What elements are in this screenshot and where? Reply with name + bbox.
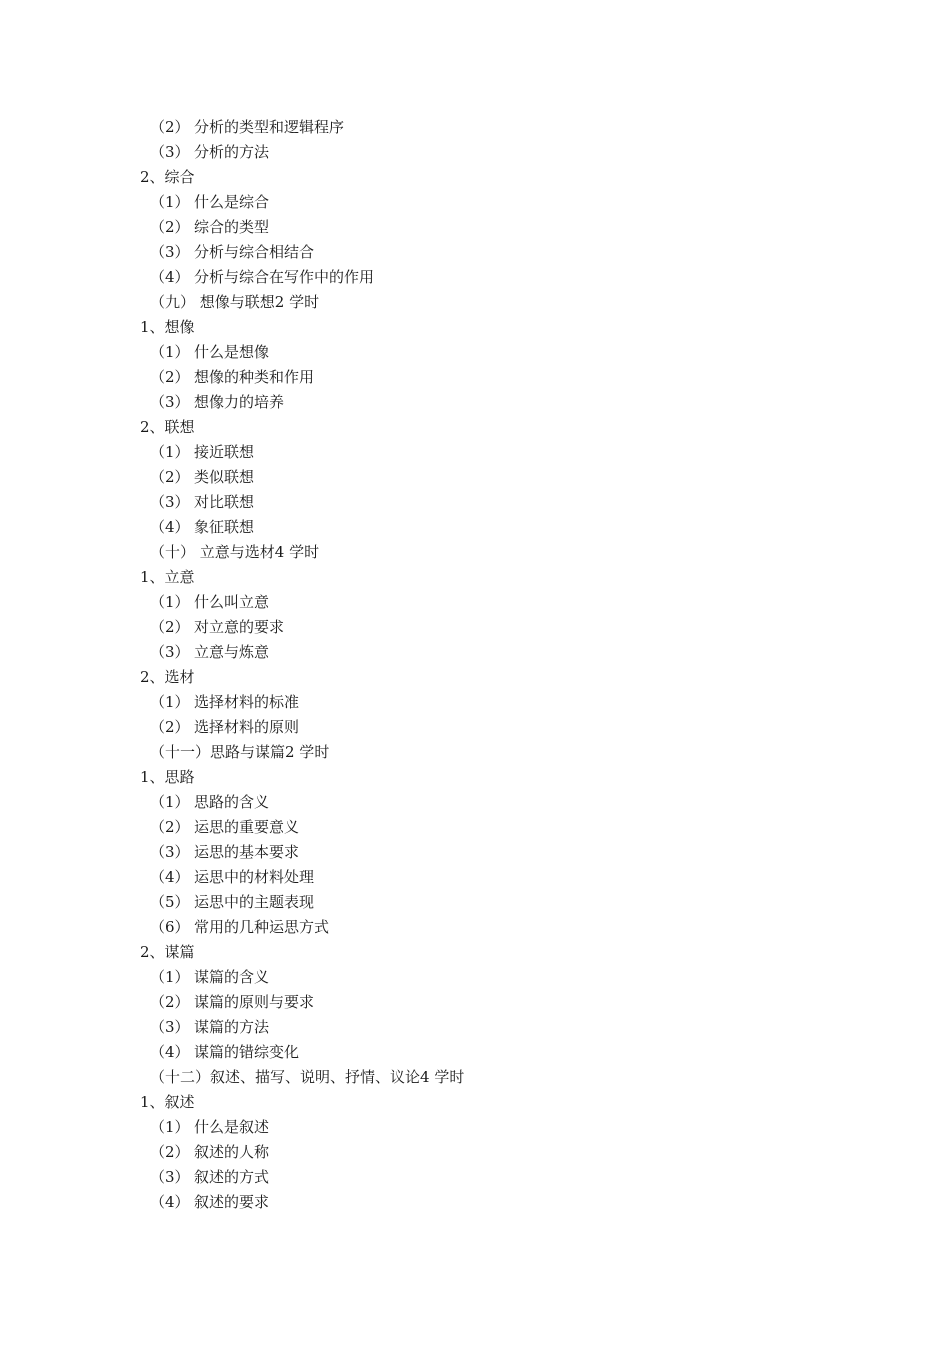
subitem-number: （1） bbox=[150, 968, 190, 986]
outline-subitem bbox=[140, 190, 464, 215]
subitem-text: 叙述的要求 bbox=[194, 1193, 270, 1211]
subitem-text: 选择材料的标准 bbox=[194, 693, 300, 711]
subitem-text: 谋篇的错综变化 bbox=[194, 1043, 300, 1061]
subitem-number: （2） bbox=[150, 368, 190, 386]
subitem-number: （1） bbox=[150, 1118, 190, 1136]
subitem-text: 什么是叙述 bbox=[194, 1118, 270, 1136]
subitem-number: （3） bbox=[150, 493, 190, 511]
subitem-text: 对立意的要求 bbox=[194, 618, 285, 636]
subitem-number: （1） bbox=[150, 793, 190, 811]
outline-subitem bbox=[140, 440, 464, 465]
outline-subitem bbox=[140, 715, 464, 740]
subitem-number: （4） bbox=[150, 1043, 190, 1061]
outline-subitem bbox=[140, 790, 464, 815]
outline-subitem bbox=[140, 640, 464, 665]
subitem-text: 运思的重要意义 bbox=[194, 818, 300, 836]
outline-subitem bbox=[140, 890, 464, 915]
subitem-number: （2） bbox=[150, 468, 190, 486]
subitem-number: （4） bbox=[150, 268, 190, 286]
subitem-text: 象征联想 bbox=[194, 518, 255, 536]
subitem-number: （2） bbox=[150, 118, 190, 136]
outline-subitem bbox=[140, 215, 464, 240]
outline-subitem bbox=[140, 815, 464, 840]
outline-subitem bbox=[140, 615, 464, 640]
outline-subitem bbox=[140, 465, 464, 490]
subitem-text: 分析的方法 bbox=[194, 143, 270, 161]
outline-subitem bbox=[140, 1165, 464, 1190]
outline-subitem bbox=[140, 865, 464, 890]
outline-item: 1、叙述 bbox=[140, 1093, 195, 1111]
outline-item: 2、选材 bbox=[140, 668, 195, 686]
subitem-number: （4） bbox=[150, 518, 190, 536]
outline-subitem bbox=[140, 365, 464, 390]
subitem-text: 什么是综合 bbox=[194, 193, 270, 211]
subitem-number: （3） bbox=[150, 643, 190, 661]
outline-subitem bbox=[140, 490, 464, 515]
subitem-number: （2） bbox=[150, 218, 190, 236]
outline-subitem bbox=[140, 840, 464, 865]
subitem-number: （5） bbox=[150, 893, 190, 911]
subitem-text: 接近联想 bbox=[194, 443, 255, 461]
subitem-text: 想像力的培养 bbox=[194, 393, 285, 411]
outline-item: 2、谋篇 bbox=[140, 943, 195, 961]
outline-subitem bbox=[140, 1115, 464, 1140]
subitem-text: 常用的几种运思方式 bbox=[194, 918, 330, 936]
subitem-text: 什么叫立意 bbox=[194, 593, 270, 611]
section-heading: （十二）叙述、描写、说明、抒情、议论4 学时 bbox=[150, 1068, 465, 1086]
outline-subitem bbox=[140, 1140, 464, 1165]
subitem-text: 想像的种类和作用 bbox=[194, 368, 315, 386]
subitem-number: （2） bbox=[150, 818, 190, 836]
subitem-text: 对比联想 bbox=[194, 493, 255, 511]
outline-subitem bbox=[140, 390, 464, 415]
outline-item: 1、思路 bbox=[140, 768, 195, 786]
section-heading: （十一）思路与谋篇2 学时 bbox=[150, 743, 330, 761]
subitem-text: 谋篇的含义 bbox=[194, 968, 270, 986]
subitem-number: （1） bbox=[150, 693, 190, 711]
outline-subitem bbox=[140, 265, 464, 290]
subitem-text: 运思中的主题表现 bbox=[194, 893, 315, 911]
subitem-text: 立意与炼意 bbox=[194, 643, 270, 661]
subitem-text: 运思的基本要求 bbox=[194, 843, 300, 861]
subitem-text: 选择材料的原则 bbox=[194, 718, 300, 736]
subitem-number: （3） bbox=[150, 1018, 190, 1036]
subitem-number: （3） bbox=[150, 143, 190, 161]
subitem-number: （2） bbox=[150, 718, 190, 736]
subitem-number: （3） bbox=[150, 393, 190, 411]
outline-item: 1、立意 bbox=[140, 568, 195, 586]
subitem-text: 分析与综合在写作中的作用 bbox=[194, 268, 375, 286]
subitem-text: 运思中的材料处理 bbox=[194, 868, 315, 886]
outline-item: 1、想像 bbox=[140, 318, 195, 336]
outline-item: 2、综合 bbox=[140, 168, 195, 186]
subitem-text: 谋篇的原则与要求 bbox=[194, 993, 315, 1011]
subitem-number: （1） bbox=[150, 593, 190, 611]
subitem-text: 什么是想像 bbox=[194, 343, 270, 361]
section-heading: （九） 想像与联想2 学时 bbox=[150, 293, 320, 311]
outline-subitem bbox=[140, 240, 464, 265]
subitem-number: （6） bbox=[150, 918, 190, 936]
outline-subitem bbox=[140, 1040, 464, 1065]
subitem-number: （3） bbox=[150, 843, 190, 861]
subitem-text: 类似联想 bbox=[194, 468, 255, 486]
subitem-number: （2） bbox=[150, 1143, 190, 1161]
outline-subitem bbox=[140, 690, 464, 715]
subitem-text: 分析与综合相结合 bbox=[194, 243, 315, 261]
subitem-text: 谋篇的方法 bbox=[194, 1018, 270, 1036]
outline-item: 2、联想 bbox=[140, 418, 195, 436]
subitem-text: 叙述的人称 bbox=[194, 1143, 270, 1161]
outline-subitem bbox=[140, 915, 464, 940]
subitem-number: （3） bbox=[150, 1168, 190, 1186]
subitem-number: （1） bbox=[150, 443, 190, 461]
subitem-number: （4） bbox=[150, 868, 190, 886]
subitem-number: （1） bbox=[150, 193, 190, 211]
subitem-text: 思路的含义 bbox=[194, 793, 270, 811]
subitem-number: （2） bbox=[150, 993, 190, 1011]
outline-subitem bbox=[140, 515, 464, 540]
subitem-number: （2） bbox=[150, 618, 190, 636]
outline-subitem bbox=[140, 1190, 464, 1215]
subitem-number: （3） bbox=[150, 243, 190, 261]
outline-subitem bbox=[140, 590, 464, 615]
section-heading: （十） 立意与选材4 学时 bbox=[150, 543, 320, 561]
subitem-text: 分析的类型和逻辑程序 bbox=[194, 118, 345, 136]
subitem-text: 综合的类型 bbox=[194, 218, 270, 236]
course-outline bbox=[140, 115, 464, 1215]
outline-subitem bbox=[140, 340, 464, 365]
outline-subitem bbox=[140, 115, 464, 140]
subitem-number: （4） bbox=[150, 1193, 190, 1211]
outline-subitem bbox=[140, 965, 464, 990]
subitem-text: 叙述的方式 bbox=[194, 1168, 270, 1186]
subitem-number: （1） bbox=[150, 343, 190, 361]
outline-subitem bbox=[140, 990, 464, 1015]
outline-subitem bbox=[140, 1015, 464, 1040]
outline-subitem bbox=[140, 140, 464, 165]
